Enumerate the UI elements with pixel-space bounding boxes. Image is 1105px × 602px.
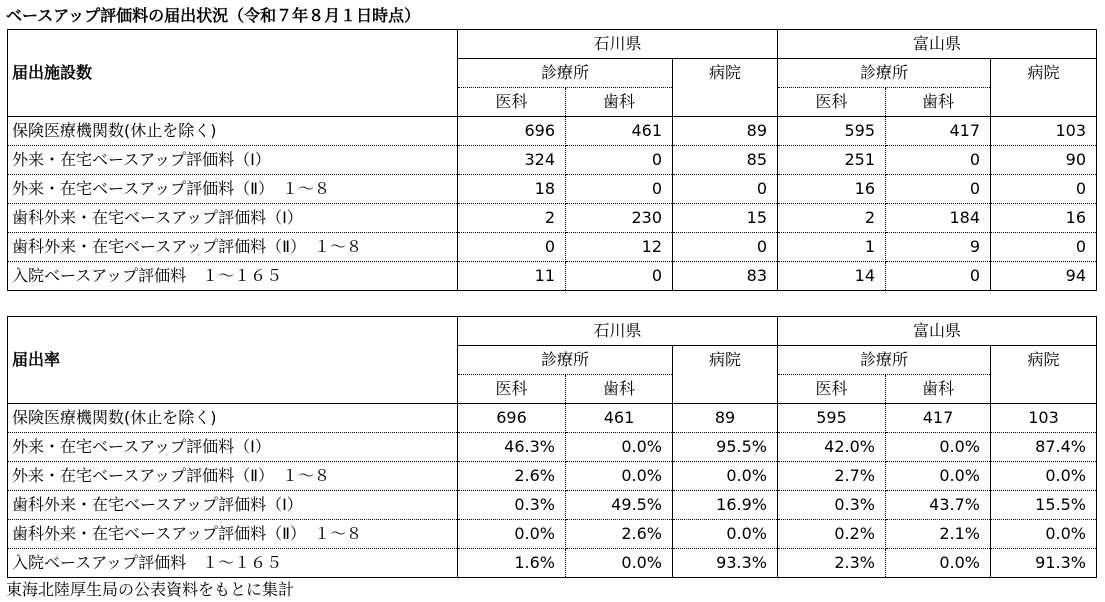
table-cell: 1 [778,233,886,262]
table-cell: 94 [991,262,1097,291]
table-corner-label: 届出施設数 [8,30,458,117]
prefecture-header-ishikawa: 石川県 [458,317,778,346]
table-cell: 0.0% [566,462,673,491]
facility-count-table [7,29,1097,291]
table-row [8,233,1097,262]
table-cell: 461 [566,404,673,433]
table-cell: 2.3% [778,549,886,578]
table-cell: 0 [673,233,778,262]
clinic-header-toyama: 診療所 [778,346,991,375]
table-cell: 15.5% [991,491,1097,520]
table-cell: 0.3% [458,491,566,520]
table-row [8,146,1097,175]
row-label: 歯科外来・在宅ベースアップ評価料（Ⅱ） １～８ [8,520,458,549]
table-row [8,491,1097,520]
row-label: 外来・在宅ベースアップ評価料（Ⅰ） [8,146,458,175]
dental-header-ishikawa: 歯科 [566,375,673,404]
table-cell: 0.0% [566,433,673,462]
medical-header-toyama: 医科 [778,88,886,117]
table-cell: 0.2% [778,520,886,549]
table-cell: 0.0% [991,462,1097,491]
table-cell: 0.0% [991,520,1097,549]
table-cell: 87.4% [991,433,1097,462]
row-label: 歯科外来・在宅ベースアップ評価料（Ⅰ） [8,491,458,520]
table-cell: 0 [566,146,673,175]
table-cell: 16 [778,175,886,204]
table-cell: 12 [566,233,673,262]
table-cell: 0 [991,175,1097,204]
table-cell: 0.0% [673,520,778,549]
table-cell: 103 [991,404,1097,433]
table-row [8,462,1097,491]
row-label: 歯科外来・在宅ベースアップ評価料（Ⅱ） １～８ [8,233,458,262]
table-cell: 0 [458,233,566,262]
table-cell: 0.0% [886,549,991,578]
table-cell: 696 [458,404,566,433]
row-label: 保険医療機関数(休止を除く) [8,117,458,146]
table-cell: 15 [673,204,778,233]
table-cell: 49.5% [566,491,673,520]
table-cell: 11 [458,262,566,291]
row-label: 外来・在宅ベースアップ評価料（Ⅱ） １～８ [8,175,458,204]
table-cell: 91.3% [991,549,1097,578]
medical-header-toyama: 医科 [778,375,886,404]
prefecture-header-toyama: 富山県 [778,317,1097,346]
table-row [8,520,1097,549]
prefecture-header-ishikawa: 石川県 [458,30,778,59]
table-row [8,549,1097,578]
table-cell: 93.3% [673,549,778,578]
table-cell: 0 [673,175,778,204]
table-row [8,433,1097,462]
filing-rate-table [7,316,1097,578]
prefecture-header-toyama: 富山県 [778,30,1097,59]
table-cell: 0 [886,146,991,175]
table-cell: 417 [886,404,991,433]
table-cell: 0.0% [566,549,673,578]
hospital-header-toyama: 病院 [991,346,1097,404]
dental-header-ishikawa: 歯科 [566,88,673,117]
table-cell: 103 [991,117,1097,146]
table-cell: 251 [778,146,886,175]
table-cell: 89 [673,404,778,433]
table-cell: 230 [566,204,673,233]
table-cell: 16 [991,204,1097,233]
row-label: 保険医療機関数(休止を除く) [8,404,458,433]
hospital-header-ishikawa: 病院 [673,59,778,117]
hospital-header-ishikawa: 病院 [673,346,778,404]
table-cell: 0.0% [673,462,778,491]
table-cell: 43.7% [886,491,991,520]
table-cell: 595 [778,117,886,146]
row-label: 入院ベースアップ評価料 １～１６５ [8,549,458,578]
table-cell: 95.5% [673,433,778,462]
table-row [8,204,1097,233]
row-label: 歯科外来・在宅ベースアップ評価料（Ⅰ） [8,204,458,233]
table-cell: 2 [778,204,886,233]
table-cell: 0.0% [886,462,991,491]
table-cell: 18 [458,175,566,204]
table-cell: 696 [458,117,566,146]
table-cell: 0.0% [458,520,566,549]
table-cell: 595 [778,404,886,433]
table-cell: 2 [458,204,566,233]
table-corner-label: 届出率 [8,317,458,404]
table-cell: 2.6% [566,520,673,549]
table-cell: 16.9% [673,491,778,520]
table-cell: 324 [458,146,566,175]
table-cell: 89 [673,117,778,146]
table-cell: 83 [673,262,778,291]
table-cell: 85 [673,146,778,175]
table-row [8,262,1097,291]
table-row [8,175,1097,204]
table-cell: 90 [991,146,1097,175]
table-cell: 46.3% [458,433,566,462]
row-label: 外来・在宅ベースアップ評価料（Ⅰ） [8,433,458,462]
table-cell: 461 [566,117,673,146]
source-note: 東海北陸厚生局の公表資料をもとに集計 [6,580,295,599]
table-cell: 0 [566,262,673,291]
table-cell: 9 [886,233,991,262]
row-label: 入院ベースアップ評価料 １～１６５ [8,262,458,291]
clinic-header-toyama: 診療所 [778,59,991,88]
table-cell: 14 [778,262,886,291]
medical-header-ishikawa: 医科 [458,375,566,404]
dental-header-toyama: 歯科 [886,88,991,117]
table-cell: 42.0% [778,433,886,462]
table-cell: 184 [886,204,991,233]
table-cell: 417 [886,117,991,146]
table-cell: 2.1% [886,520,991,549]
table-cell: 0 [566,175,673,204]
table-cell: 0 [886,175,991,204]
medical-header-ishikawa: 医科 [458,88,566,117]
hospital-header-toyama: 病院 [991,59,1097,117]
table-cell: 0 [886,262,991,291]
row-label: 外来・在宅ベースアップ評価料（Ⅱ） １～８ [8,462,458,491]
table-cell: 2.6% [458,462,566,491]
dental-header-toyama: 歯科 [886,375,991,404]
clinic-header-ishikawa: 診療所 [458,59,673,88]
table-row [8,117,1097,146]
table-cell: 0.3% [778,491,886,520]
table-cell: 0.0% [886,433,991,462]
table-row [8,404,1097,433]
table-cell: 2.7% [778,462,886,491]
page-title: ベースアップ評価料の届出状況（令和７年８月１日時点） [6,6,421,25]
table-cell: 0 [991,233,1097,262]
table-cell: 1.6% [458,549,566,578]
clinic-header-ishikawa: 診療所 [458,346,673,375]
